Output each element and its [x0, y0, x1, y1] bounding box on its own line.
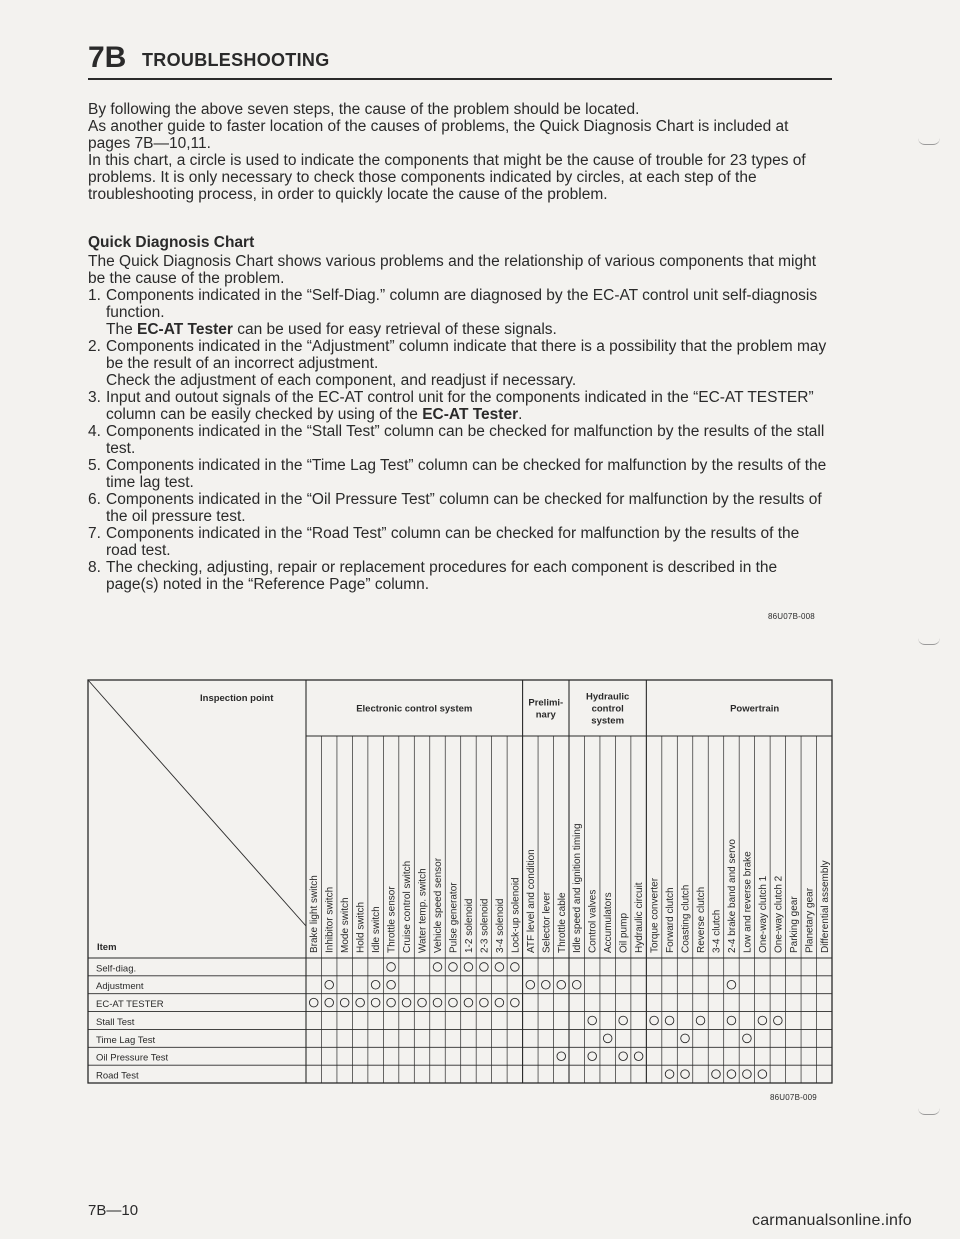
step-number: 4. — [88, 423, 101, 440]
page-number: 7B—10 — [88, 1202, 139, 1219]
intro-paragraph-2: As another guide to faster location of the causes of problems, the Quick Diagnosis Chart is included at pages 7B—10,11. — [88, 118, 789, 152]
check-circle-mark — [665, 1016, 674, 1025]
step-number: 8. — [88, 559, 101, 576]
column-label: Control valves — [587, 889, 599, 953]
check-circle-mark — [495, 963, 504, 972]
step-text: Input and outout signals of the EC-AT control unit for the components indicated in the “EC-AT TESTER” column can be easily checked by using of the — [106, 389, 814, 423]
column-label: Pulse generator — [448, 882, 460, 953]
check-circle-mark — [758, 1016, 767, 1025]
step-number: 1. — [88, 287, 101, 304]
check-circle-mark — [511, 963, 520, 972]
check-circle-mark — [495, 998, 504, 1007]
step-text: The — [106, 321, 138, 338]
check-circle-mark — [774, 1016, 783, 1025]
section-number: 7B — [88, 41, 127, 74]
check-circle-mark — [340, 998, 349, 1007]
group-header-label: system — [591, 715, 625, 727]
step-text: Components indicated in the “Self-Diag.” column are diagnosed by the EC-AT control unit self-diagnosis function. — [106, 287, 818, 321]
check-circle-mark — [464, 963, 473, 972]
step-number: 6. — [88, 491, 101, 508]
quick-chart-heading: Quick Diagnosis Chart — [88, 234, 255, 251]
row-label: Stall Test — [96, 1016, 135, 1028]
check-circle-mark — [681, 1034, 690, 1043]
step-number: 2. — [88, 338, 101, 355]
check-circle-mark — [743, 1034, 752, 1043]
row-label: Time Lag Test — [96, 1034, 156, 1046]
column-label: Cruise control switch — [402, 860, 414, 953]
row-label: EC-AT TESTER — [96, 999, 164, 1011]
check-circle-mark — [480, 963, 489, 972]
step-number: 3. — [88, 389, 101, 406]
row-label: Road Test — [96, 1070, 139, 1082]
column-label: 2-3 solenoid — [479, 898, 491, 953]
corner-label-item: Item — [97, 942, 117, 953]
group-header-label: nary — [535, 709, 556, 721]
check-circle-mark — [619, 1016, 628, 1025]
check-circle-mark — [449, 998, 458, 1007]
quick-chart-description: The Quick Diagnosis Chart shows various problems and the relationship of various components that might be the cause of the problem. — [88, 253, 817, 287]
intro-paragraph-3: In this chart, a circle is used to indicate the components that might be the cause of trouble for 23 types of problems. It is only necessary to check those components indicated by circles, at each step of the troubleshooting process, in order to quickly locate the cause of the problem. — [88, 152, 806, 203]
check-circle-mark — [619, 1052, 628, 1061]
column-label: Planetary gear — [804, 887, 816, 953]
group-header-label: Powertrain — [730, 703, 780, 715]
check-circle-mark — [572, 980, 581, 989]
check-circle-mark — [588, 1052, 597, 1061]
check-circle-mark — [681, 1070, 690, 1079]
step-text: Components indicated in the “Stall Test” column can be checked for malfunction by the results of the stall test. — [106, 423, 825, 457]
watermark: carmanualsonline.info — [752, 1212, 912, 1229]
group-header-label: Prelimi- — [528, 697, 564, 709]
section-title: TROUBLESHOOTING — [142, 50, 330, 70]
check-circle-mark — [727, 1070, 736, 1079]
column-label: One-way clutch 1 — [757, 875, 769, 953]
check-circle-mark — [727, 980, 736, 989]
check-circle-mark — [387, 980, 396, 989]
check-circle-mark — [371, 980, 380, 989]
row-label: Self-diag. — [96, 963, 137, 975]
figure-reference-code: 86U07B-008 — [768, 612, 815, 621]
check-circle-mark — [371, 998, 380, 1007]
check-circle-mark — [309, 998, 318, 1007]
column-label: Coasting clutch — [680, 884, 692, 953]
corner-diagonal — [88, 680, 306, 926]
check-circle-mark — [433, 998, 442, 1007]
check-circle-mark — [418, 998, 427, 1007]
check-circle-mark — [449, 963, 458, 972]
column-label: Oil pump — [618, 912, 630, 953]
binding-mark — [918, 638, 940, 645]
column-label: ATF level and condition — [525, 849, 537, 953]
check-circle-mark — [325, 998, 334, 1007]
bold-term: EC-AT Tester — [137, 321, 233, 338]
step-text: Check the adjustment of each component, and readjust if necessary. — [106, 372, 577, 389]
check-circle-mark — [402, 998, 411, 1007]
column-label: Lock-up solenoid — [510, 877, 522, 953]
column-label: Parking gear — [788, 896, 800, 953]
check-circle-mark — [387, 998, 396, 1007]
step-text: Components indicated in the “Time Lag Test” column can be checked for malfunction by the results of the time lag test. — [106, 457, 827, 491]
column-label: Water temp. switch — [417, 868, 429, 953]
column-label: 1-2 solenoid — [463, 898, 475, 953]
step-number: 7. — [88, 525, 101, 542]
binding-mark — [918, 138, 940, 145]
check-circle-mark — [511, 998, 520, 1007]
column-label: Brake light switch — [309, 875, 321, 953]
group-header-label: control — [591, 703, 624, 715]
check-circle-mark — [696, 1016, 705, 1025]
check-circle-mark — [743, 1070, 752, 1079]
step-number: 5. — [88, 457, 101, 474]
column-label: Throttle cable — [556, 892, 568, 953]
column-label: Accumulators — [603, 892, 615, 953]
column-label: Torque converter — [649, 877, 661, 953]
check-circle-mark — [356, 998, 365, 1007]
step-text: Components indicated in the “Adjustment” column indicate that there is a possibility that the problem may be the result of an incorrect adjustment. — [106, 338, 827, 372]
group-header-label: Hydraulic — [586, 691, 630, 703]
column-label: Low and reverse brake — [742, 851, 754, 953]
column-label: Differential assembly — [819, 860, 831, 953]
check-circle-mark — [557, 980, 566, 989]
column-label: Inhibitor switch — [324, 886, 336, 953]
check-circle-mark — [665, 1070, 674, 1079]
row-label: Oil Pressure Test — [96, 1052, 169, 1064]
bold-term: EC-AT Tester — [422, 406, 519, 423]
check-circle-mark — [480, 998, 489, 1007]
group-header-label: Electronic control system — [356, 703, 473, 715]
check-circle-mark — [603, 1034, 612, 1043]
column-label: 3-4 clutch — [711, 909, 723, 953]
check-circle-mark — [387, 963, 396, 972]
check-circle-mark — [634, 1052, 643, 1061]
row-label: Adjustment — [96, 981, 144, 993]
corner-label-inspection-point: Inspection point — [200, 693, 274, 704]
check-circle-mark — [433, 963, 442, 972]
step-text: can be used for easy retrieval of these signals. — [232, 321, 557, 338]
binding-mark — [918, 1108, 940, 1115]
column-label: Reverse clutch — [696, 886, 707, 953]
step-text: Components indicated in the “Road Test” column can be checked for malfunction by the results of the road test. — [106, 525, 800, 559]
check-circle-mark — [712, 1070, 721, 1079]
step-text: The checking, adjusting, repair or replacement procedures for each component is described in the page(s) noted in the “Reference Page” column. — [106, 559, 778, 593]
column-label: Vehicle speed sensor — [433, 857, 444, 953]
step-text: Components indicated in the “Oil Pressure Test” column can be checked for malfunction by the results of the oil pressure test. — [106, 491, 822, 525]
check-circle-mark — [650, 1016, 659, 1025]
table-reference-code: 86U07B-009 — [770, 1093, 817, 1102]
check-circle-mark — [588, 1016, 597, 1025]
column-label: Forward clutch — [665, 887, 677, 953]
check-circle-mark — [758, 1070, 767, 1079]
step-text: . — [518, 406, 523, 423]
column-label: Throttle sensor — [386, 886, 398, 953]
column-label: 3-4 solenoid — [494, 898, 506, 953]
column-label: 2-4 brake band and servo — [726, 839, 738, 953]
check-circle-mark — [526, 980, 535, 989]
check-circle-mark — [727, 1016, 736, 1025]
intro-paragraph-1: By following the above seven steps, the cause of the problem should be located. — [88, 101, 640, 118]
column-label: Mode switch — [340, 897, 352, 953]
column-label: Idle speed and ignition timing — [572, 823, 584, 953]
table-frame — [88, 680, 832, 1083]
column-label: One-way clutch 2 — [773, 875, 785, 953]
check-circle-mark — [541, 980, 550, 989]
column-label: Hold switch — [355, 901, 367, 953]
column-label: Idle switch — [371, 906, 383, 953]
check-circle-mark — [325, 980, 334, 989]
column-label: Hydraulic circuit — [634, 882, 646, 953]
check-circle-mark — [464, 998, 473, 1007]
column-label: Selector lever — [541, 891, 553, 953]
check-circle-mark — [557, 1052, 566, 1061]
